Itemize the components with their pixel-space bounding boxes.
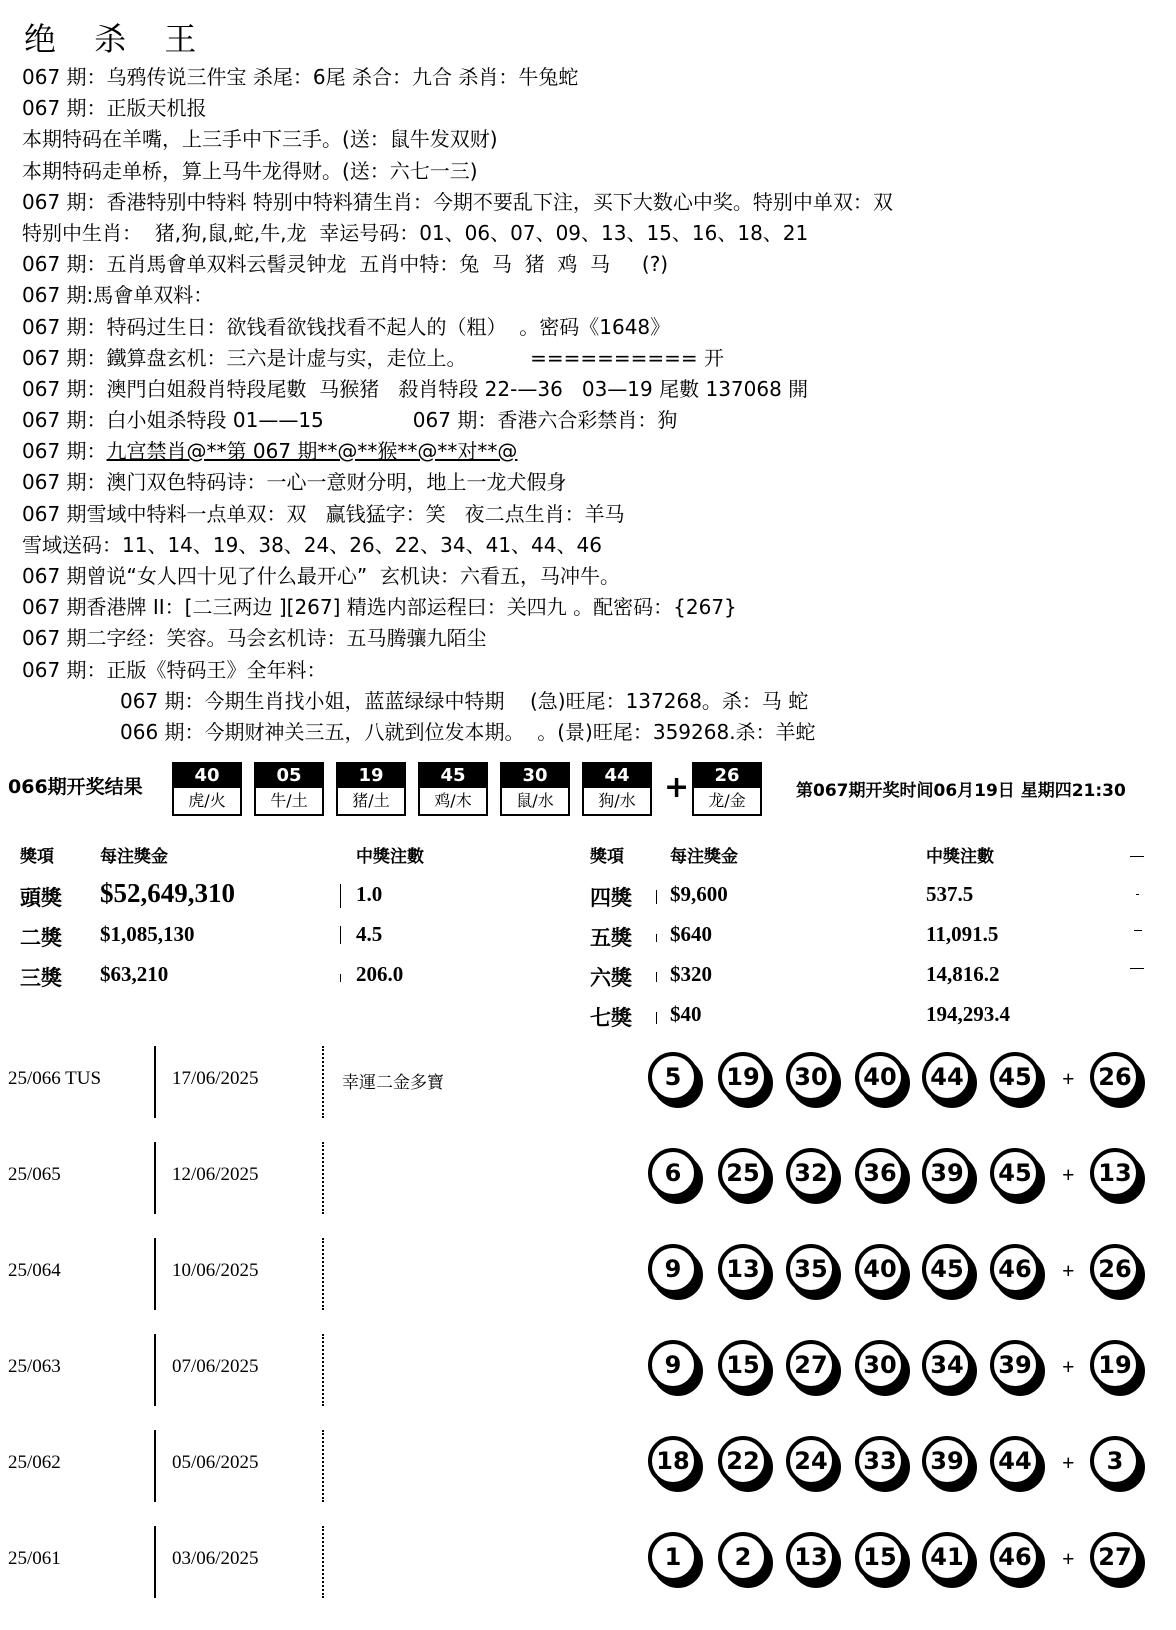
- prize-name: 二獎: [20, 926, 62, 950]
- special-ball: 3: [1090, 1436, 1140, 1486]
- edge-mark: [1130, 968, 1144, 969]
- prize-name: 四獎: [590, 886, 632, 910]
- result-ball-number: 44: [584, 764, 650, 788]
- text-line: 067 期：正版《特码王》全年料：: [22, 657, 327, 682]
- result-ball-number: 26: [694, 764, 760, 788]
- text-line: 067 期：五肖馬會单双料云髻灵钟龙 五肖中特：兔 马 猪 鸡 马 (?): [22, 252, 669, 277]
- prize-count: 14,816.2: [926, 962, 1000, 986]
- prize-name: 七獎: [590, 1006, 632, 1030]
- column-divider: [322, 1142, 324, 1214]
- draw-date: 07/06/2025: [172, 1356, 259, 1377]
- text-line: 067 期：今期生肖找小姐，蓝蓝绿绿中特期 (急)旺尾：137268。杀：马 蛇: [120, 688, 809, 713]
- number-ball: 18: [648, 1436, 698, 1486]
- number-ball: 44: [990, 1436, 1040, 1486]
- result-bar: [0, 760, 1176, 820]
- text-line: 066 期：今期财神关三五，八就到位发本期。 。(景)旺尾：359268.杀：羊蛇: [120, 719, 816, 744]
- plus-sign: +: [1062, 1162, 1075, 1187]
- plus-sign: +: [1062, 1354, 1075, 1379]
- text-line: 067 期雪域中特料一点单双：双 赢钱猛字：笑 夜二点生肖：羊马: [22, 501, 625, 526]
- forbidden-zodiac-link[interactable]: 九宫禁肖@**第 067 期**@**猴**@**对**@: [106, 439, 518, 464]
- draw-issue: 25/061: [8, 1548, 61, 1569]
- column-divider: [656, 890, 657, 904]
- draw-date: 03/06/2025: [172, 1548, 259, 1569]
- number-ball: 46: [990, 1532, 1040, 1582]
- draw-date: 17/06/2025: [172, 1068, 259, 1089]
- draw-date: 10/06/2025: [172, 1260, 259, 1281]
- number-ball: 15: [718, 1340, 768, 1390]
- text-line: 067 期曾说“女人四十见了什么最开心” 玄机诀：六看五，马冲牛。: [22, 564, 620, 588]
- column-divider: [656, 1012, 657, 1024]
- prize-name: 六獎: [590, 966, 632, 990]
- draw-row: [0, 1424, 1176, 1520]
- number-ball: 13: [786, 1532, 836, 1582]
- text-line: 特别中生肖： 猪,狗,鼠,蛇,牛,龙 幸运号码：01、06、07、09、13、15、16、18、21: [22, 220, 809, 245]
- column-divider: [154, 1334, 156, 1406]
- draw-date: 05/06/2025: [172, 1452, 259, 1473]
- text-line: 067 期香港牌 II：[二三两边 ][267] 精选内部运程曰：关四九 。配密码：{267}: [22, 595, 737, 620]
- column-divider: [322, 1046, 324, 1118]
- plus-sign: +: [1062, 1066, 1075, 1091]
- result-special-ball: [692, 762, 762, 816]
- prize-header-name: 獎項: [20, 847, 54, 866]
- number-ball: 27: [786, 1340, 836, 1390]
- column-divider: [340, 884, 341, 908]
- draw-row: [0, 1232, 1176, 1328]
- column-divider: [154, 1238, 156, 1310]
- result-ball-zodiac: 鼠/水: [516, 791, 554, 810]
- number-ball: 45: [990, 1052, 1040, 1102]
- column-divider: [322, 1238, 324, 1310]
- number-ball: 40: [855, 1244, 905, 1294]
- next-draw-time: 第067期开奖时间06月19日 星期四21:30: [796, 781, 1126, 801]
- number-ball: 13: [718, 1244, 768, 1294]
- line-prefix: 067 期：: [22, 439, 107, 464]
- number-ball: 33: [855, 1436, 905, 1486]
- text-line: 067 期：澳门双色特码诗：一心一意财分明，地上一龙犬假身: [22, 470, 567, 495]
- prize-amount: $63,210: [100, 962, 169, 986]
- number-ball: 2: [718, 1532, 768, 1582]
- edge-mark: [1130, 856, 1144, 857]
- prize-count: 4.5: [356, 922, 383, 946]
- draw-issue: 25/066 TUS: [8, 1068, 102, 1089]
- result-ball-zodiac: 牛/土: [270, 791, 308, 810]
- draw-history: [0, 1040, 1176, 1630]
- prize-count: 1.0: [356, 882, 383, 906]
- number-ball: 15: [855, 1532, 905, 1582]
- edge-mark: [1134, 930, 1142, 931]
- number-ball: 44: [922, 1052, 972, 1102]
- number-ball: 24: [786, 1436, 836, 1486]
- number-ball: 32: [786, 1148, 836, 1198]
- result-ball-number: 05: [256, 764, 322, 788]
- result-ball-number: 40: [174, 764, 240, 788]
- number-ball: 30: [855, 1340, 905, 1390]
- column-divider: [154, 1526, 156, 1598]
- result-ball-zodiac: 虎/火: [188, 791, 226, 810]
- prize-name: 五獎: [590, 926, 632, 950]
- number-ball: 35: [786, 1244, 836, 1294]
- prize-name: 頭獎: [20, 886, 62, 910]
- number-ball: 39: [922, 1436, 972, 1486]
- plus-sign: +: [1062, 1546, 1075, 1571]
- number-ball: 6: [648, 1148, 698, 1198]
- prize-header-amount: 每注獎金: [670, 847, 738, 866]
- draw-issue: 25/064: [8, 1260, 61, 1281]
- text-line: 067 期：正版天机报: [22, 96, 207, 121]
- result-ball: [336, 762, 406, 816]
- plus-sign: +: [1062, 1450, 1075, 1475]
- edge-mark: [1136, 894, 1139, 895]
- number-ball: 5: [648, 1052, 698, 1102]
- text-line: 067 期：澳門白姐殺肖特段尾數 马猴猪 殺肖特段 22-—36 03—19 尾數 137068 開: [22, 376, 809, 401]
- number-ball: 39: [922, 1148, 972, 1198]
- forecast-lines: [22, 62, 1162, 748]
- prize-amount: $640: [670, 922, 712, 946]
- draw-issue: 25/065: [8, 1164, 61, 1185]
- result-ball-number: 45: [420, 764, 486, 788]
- result-ball: [418, 762, 488, 816]
- number-ball: 45: [922, 1244, 972, 1294]
- prize-header-count: 中獎注數: [356, 847, 424, 866]
- column-divider: [154, 1430, 156, 1502]
- number-ball: 1: [648, 1532, 698, 1582]
- prize-count: 206.0: [356, 962, 404, 986]
- plus-sign: +: [664, 770, 690, 805]
- column-divider: [322, 1334, 324, 1406]
- draw-row: [0, 1040, 1176, 1136]
- number-ball: 25: [718, 1148, 768, 1198]
- text-line: 本期特码走单桥，算上马牛龙得财。(送：六七一三): [22, 158, 478, 183]
- prize-amount: $40: [670, 1002, 702, 1026]
- result-ball-zodiac: 龙/金: [708, 791, 746, 810]
- result-ball-zodiac: 狗/水: [598, 791, 636, 810]
- number-ball: 30: [786, 1052, 836, 1102]
- column-divider: [656, 972, 657, 982]
- prize-count: 11,091.5: [926, 922, 999, 946]
- result-ball: [582, 762, 652, 816]
- prize-amount: $320: [670, 962, 712, 986]
- prize-amount: $9,600: [670, 882, 728, 906]
- number-ball: 9: [648, 1340, 698, 1390]
- prize-header-name: 獎項: [590, 847, 624, 866]
- number-ball: 39: [990, 1340, 1040, 1390]
- special-ball: 27: [1090, 1532, 1140, 1582]
- text-line: 雪域送码：11、14、19、38、24、26、22、34、41、44、46: [22, 532, 602, 557]
- column-divider: [656, 934, 657, 942]
- text-line: 本期特码在羊嘴，上三手中下三手。(送：鼠牛发双财): [22, 127, 498, 152]
- column-divider: [340, 974, 341, 982]
- number-ball: 34: [922, 1340, 972, 1390]
- number-ball: 45: [990, 1148, 1040, 1198]
- number-ball: 40: [855, 1052, 905, 1102]
- special-ball: 19: [1090, 1340, 1140, 1390]
- result-ball: [500, 762, 570, 816]
- column-divider: [322, 1526, 324, 1598]
- column-divider: [154, 1046, 156, 1118]
- number-ball: 41: [922, 1532, 972, 1582]
- draw-row: [0, 1520, 1176, 1616]
- prize-amount: $52,649,310: [100, 878, 235, 908]
- plus-sign: +: [1062, 1258, 1075, 1283]
- result-ball: [254, 762, 324, 816]
- result-ball-number: 30: [502, 764, 568, 788]
- text-line: 067 期：香港特别中特料 特别中特料猜生肖：今期不要乱下注，买下大数心中奖。特别中单双：双: [22, 189, 893, 214]
- text-line: 067 期：特码过生日：欲钱看欲钱找看不起人的（粗） 。密码《1648》: [22, 314, 671, 339]
- text-line: [22, 436, 1162, 467]
- result-label: 066期开奖结果: [8, 776, 143, 798]
- prize-header-amount: 每注獎金: [100, 847, 168, 866]
- column-divider: [340, 926, 341, 944]
- prize-count: 194,293.4: [926, 1002, 1010, 1026]
- prize-table: [0, 838, 1176, 1038]
- result-ball-zodiac: 猪/土: [352, 791, 390, 810]
- text-line: 067 期：乌鸦传说三件宝 杀尾：6尾 杀合：九合 杀肖：牛兔蛇: [22, 65, 579, 89]
- prize-count: 537.5: [926, 882, 974, 906]
- column-divider: [322, 1430, 324, 1502]
- draw-row: [0, 1136, 1176, 1232]
- special-ball: 26: [1090, 1052, 1140, 1102]
- result-ball-number: 19: [338, 764, 404, 788]
- special-ball: 26: [1090, 1244, 1140, 1294]
- text-line: 067 期：白小姐杀特段 01——15 067 期：香港六合彩禁肖：狗: [22, 408, 678, 433]
- number-ball: 22: [718, 1436, 768, 1486]
- number-ball: 36: [855, 1148, 905, 1198]
- draw-issue: 25/062: [8, 1452, 61, 1473]
- number-ball: 46: [990, 1244, 1040, 1294]
- prize-name: 三獎: [20, 966, 62, 990]
- text-line: 067 期二字经：笑容。马会玄机诗：五马腾骧九陌尘: [22, 626, 487, 651]
- prize-header-count: 中獎注數: [926, 847, 994, 866]
- number-ball: 9: [648, 1244, 698, 1294]
- result-ball-zodiac: 鸡/木: [434, 791, 472, 810]
- draw-row: [0, 1328, 1176, 1424]
- number-ball: 19: [718, 1052, 768, 1102]
- page-title: 绝 杀 王: [24, 20, 211, 58]
- draw-note: 幸運二金多寶: [342, 1073, 444, 1092]
- result-ball: [172, 762, 242, 816]
- special-ball: 13: [1090, 1148, 1140, 1198]
- text-line: 067 期:馬會单双料：: [22, 283, 214, 308]
- draw-date: 12/06/2025: [172, 1164, 259, 1185]
- text-line: 067 期：鐵算盘玄机：三六是计虚与实，走位上。 ========== 开: [22, 345, 725, 370]
- prize-amount: $1,085,130: [100, 922, 195, 946]
- column-divider: [154, 1142, 156, 1214]
- draw-issue: 25/063: [8, 1356, 61, 1377]
